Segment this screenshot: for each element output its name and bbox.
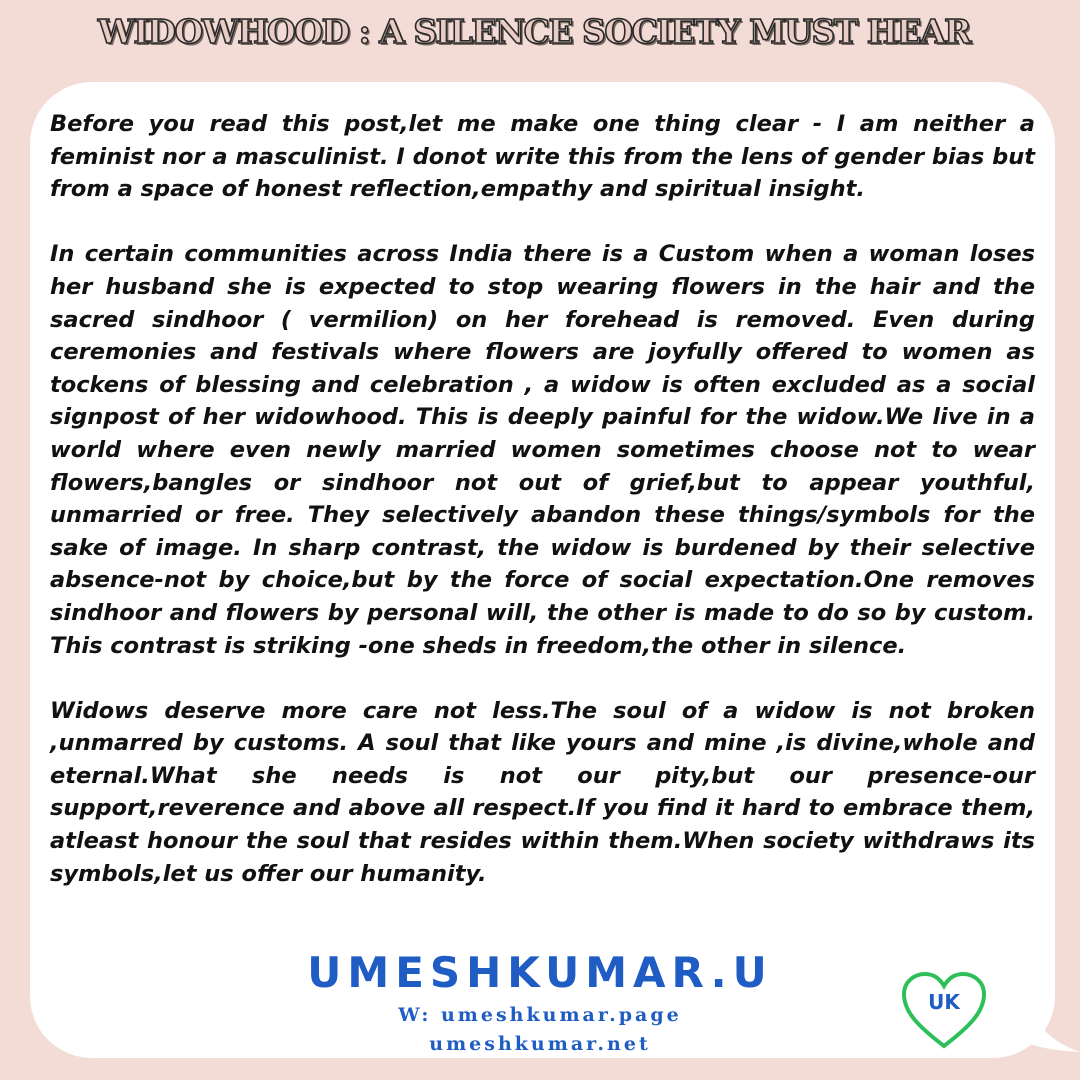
paragraph-custom: In certain communities across India there is a Custom when a woman loses her husband she is expected to stop wearing flowers in the hair and the sacred sindhoor ( vermilion) on her forehead is removed. Even during ceremonies and festivals where flowers are joyfully offered to women as tockens of blessing and celebration , a widow is often excluded as a social signpost of her widowhood. This is deeply painful for the widow.We live in a world where even newly married women sometimes choose not to wear flowers,bangles or sindhoor not out of grief,but to appear youthful, unmarried or free. They selectively abandon these things/symbols for the sake of image. In sharp contrast, the widow is burdened by their selective absence-not by choice,but by the force of social expectation.One removes sindhoor and flowers by personal will, the other is made to do so by custom. This contrast is striking -one sheds in freedom,the other in silence. xyxy=(50,241,1035,659)
paragraph-conclusion: Widows deserve more care not less.The soul of a widow is not broken ,unmarred by customs. A soul that like yours and mine ,is divine,whole and eternal.What she needs is not our pity,but our presence-our support,reverence and above all respect.If you find it hard to embrace them, atleast honour the soul that resides within them.When society withdraws its symbols,let us offer our humanity. xyxy=(50,697,1035,887)
brand-name: UMESHKUMAR.U xyxy=(307,948,773,997)
website-link-net[interactable]: umeshkumar.net xyxy=(429,1033,651,1055)
website-link-page[interactable]: W: umeshkumar.page xyxy=(398,1004,682,1026)
logo-initials: UK xyxy=(928,990,960,1014)
paragraph-disclaimer: Before you read this post,let me make one thing clear - I am neither a feminist nor a masculinist. I donot write this from the lens of gender bias but from a space of honest reflection,empathy and spiritual insight. xyxy=(50,111,1035,203)
uk-heart-logo xyxy=(898,968,990,1052)
post-body xyxy=(50,108,1035,923)
page-title: WIDOWHOOD : A SILENCE SOCIETY MUST HEAR xyxy=(97,12,971,51)
speech-bubble-tail xyxy=(1020,980,1080,1060)
